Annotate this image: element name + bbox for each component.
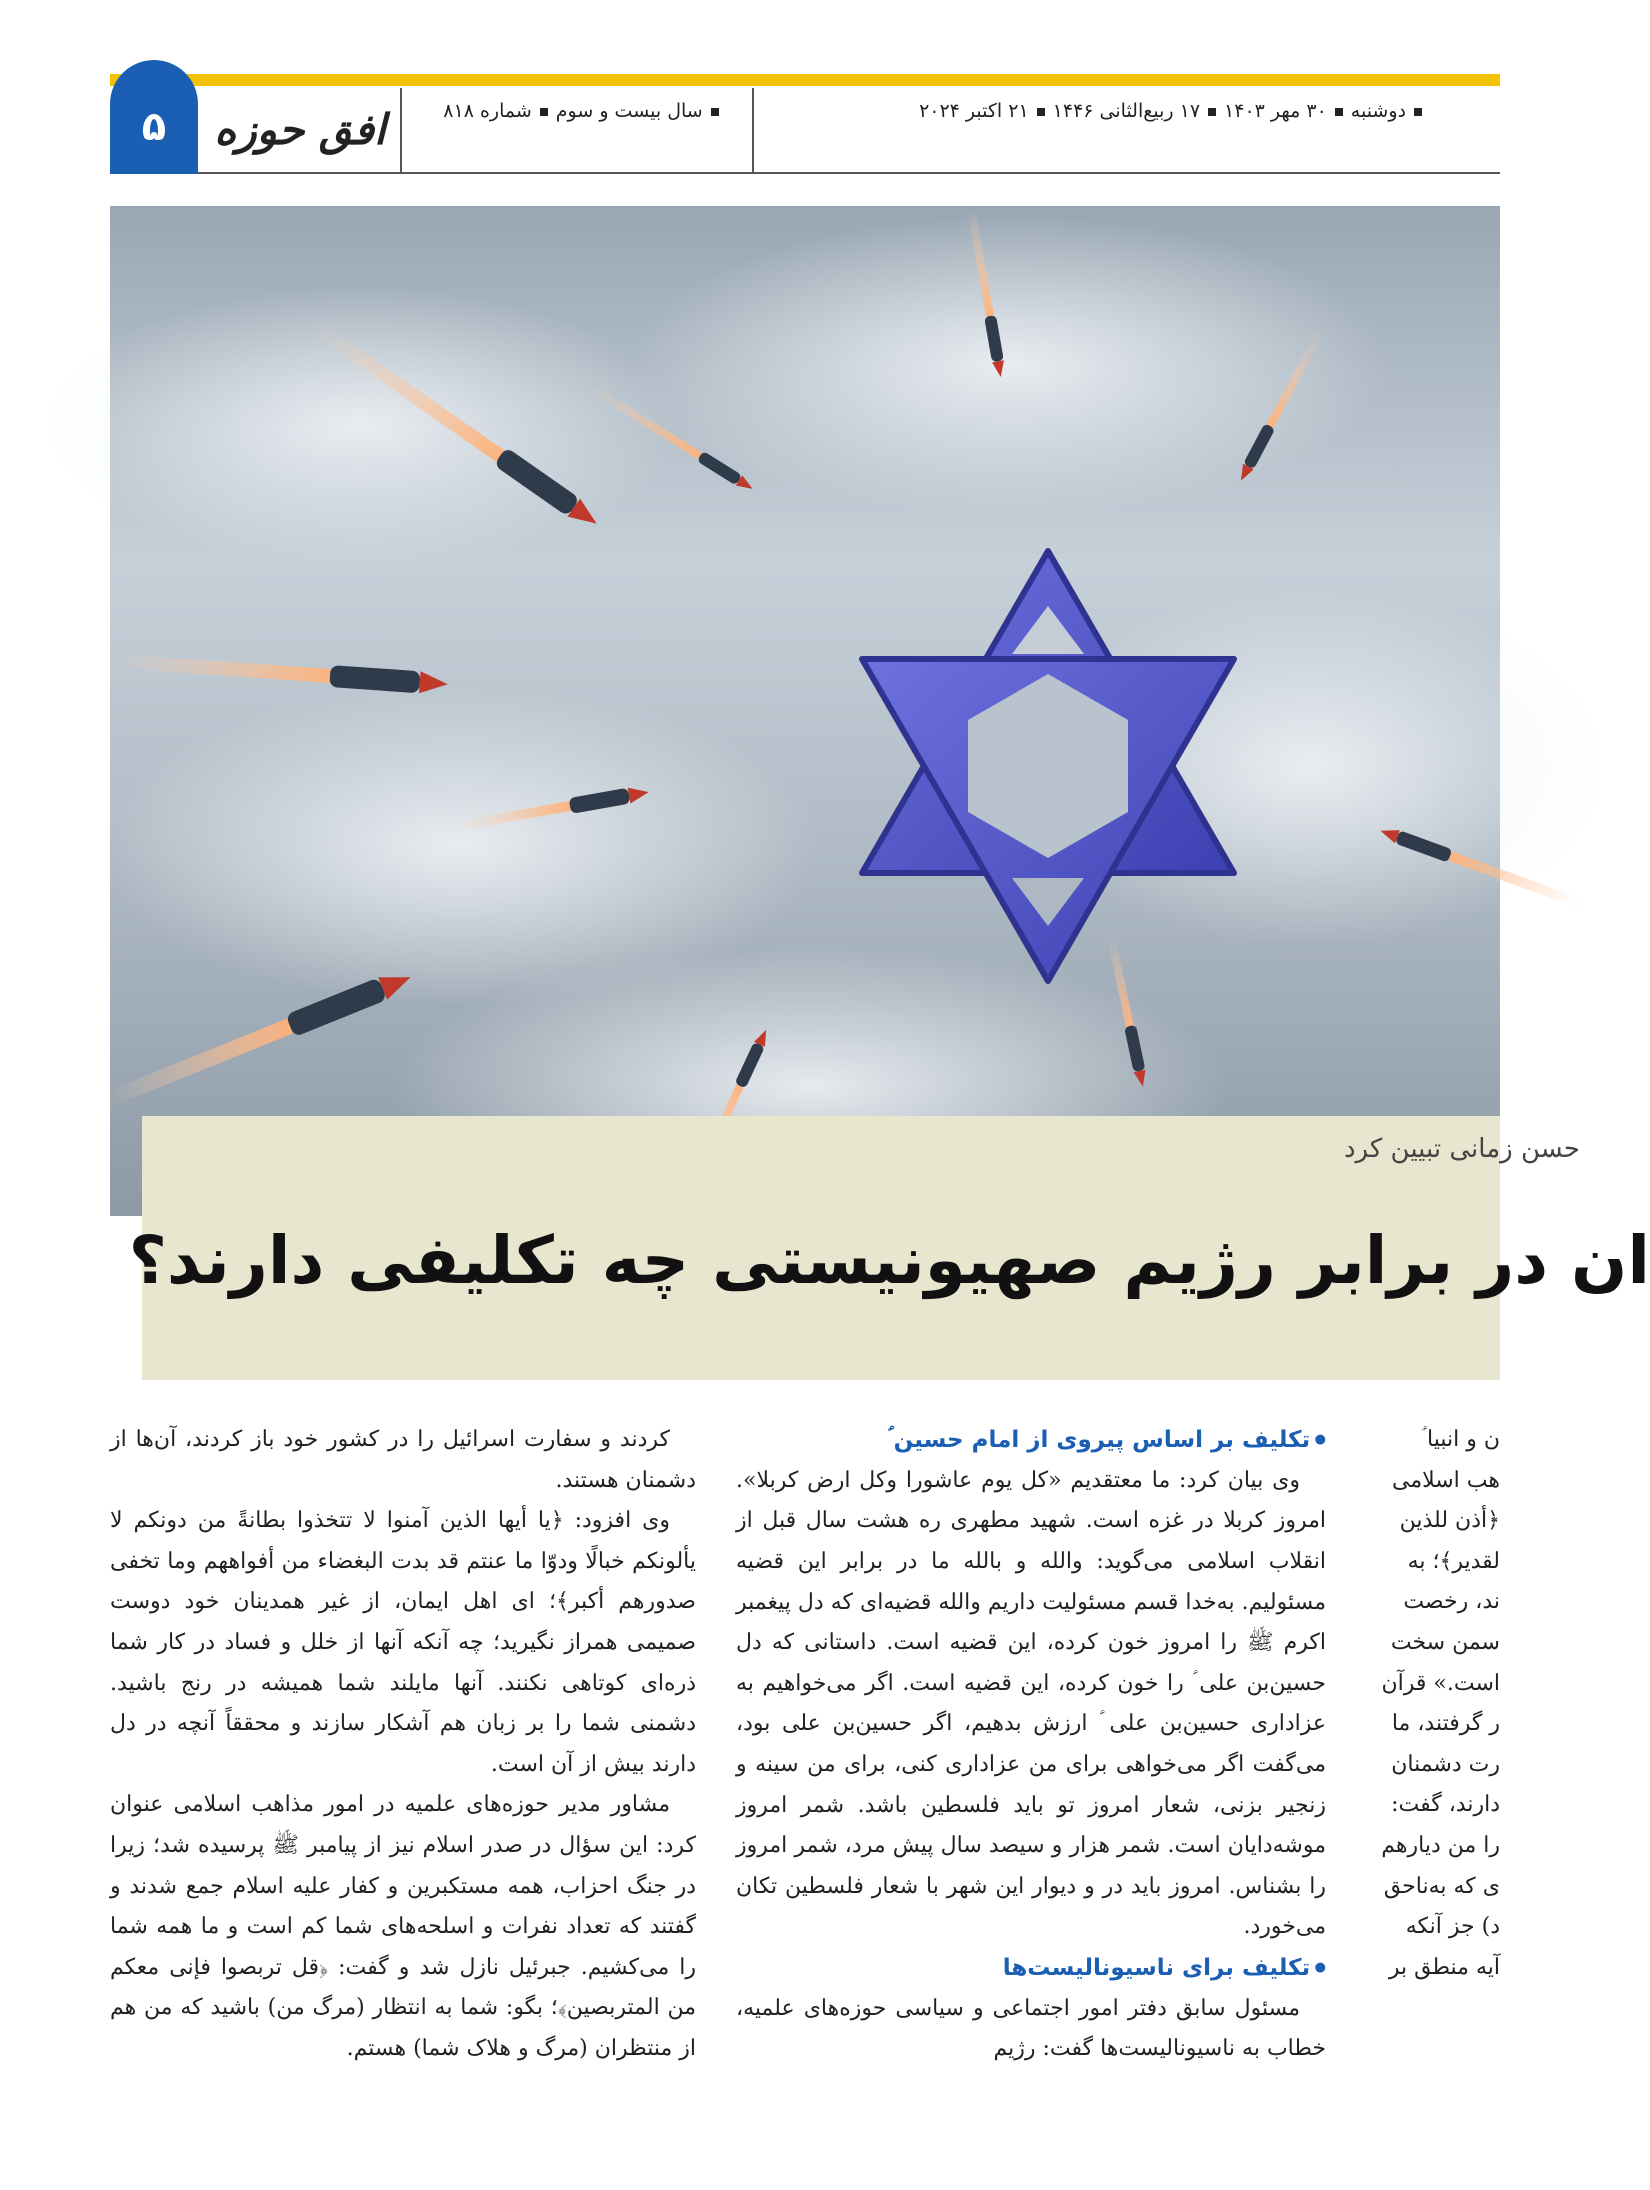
article-column-right	[1366, 1420, 1500, 2190]
column-line: هب اسلامی	[1392, 1467, 1500, 1493]
weekday: دوشنبه	[1350, 100, 1406, 122]
missile	[100, 966, 415, 1112]
cloud	[40, 286, 680, 566]
page-number-badge	[110, 60, 198, 174]
column-line: ر گرفتند، ما	[1391, 1711, 1500, 1737]
column-line: آیه منطق بر	[1388, 1954, 1500, 1980]
column-line: لقدیر﴾؛ به	[1407, 1548, 1500, 1574]
header-separator-right	[752, 88, 754, 174]
issue-number: شماره ۸۱۸	[443, 100, 532, 122]
header-divider	[110, 172, 1500, 174]
hero-illustration	[110, 206, 1500, 1216]
article-column-middle	[736, 1420, 1326, 2190]
paragraph: وی بیان کرد: ما معتقدیم «کل یوم عاشورا وکل ارض کربلا». امروز کربلا در غزه است. شهید مطهری ره هشت سال قبل از انقلاب اسلامی می‌گوید: والله و بالله ما در برابر این قضیه مسئولیم. به‌خدا قسم مسئولیت داریم والله قضیه‌ای که دل پیغمبر اکرم ﷺ را امروز خون کرده، این قضیه است. داستانی که دل حسین‌بن علی ؑ را خون کرده، این قضیه است. اگر می‌خواهیم به عزاداری حسین‌بن علی ؑ ارزش بدهیم، اگر حسین‌بن علی بود، می‌گفت اگر می‌خواهی برای من عزاداری کنی، برای من سینه و زنجیر بزنی، شعار امروز تو باید فلسطین باشد. شمر امروز موشه‌دایان است. شمر هزار و سیصد سال پیش مرد، شمر امروز را بشناس. امروز باید در و دیوار این شهر با شعار فلسطین تکان می‌خورد.	[736, 1467, 1326, 1940]
bullet-square-icon	[1208, 108, 1216, 116]
missile	[110, 650, 449, 696]
column-line: رت دشمنان	[1391, 1751, 1500, 1777]
paragraph: مشاور مدیر حوزه‌های علمیه در امور مذاهب اسلامی عنوان کرد: این سؤال در صدر اسلام نیز از پیامبر ﷺ پرسیده شد؛ زیرا در جنگ احزاب، همه مستکبرین و کفار علیه اسلام جمع شدند و گفتند که تعداد نفرات و اسلحه‌های شما کم است و ما همه شما را می‌کشیم. جبرئیل نازل شد و گفت: ﴿قل تربصوا فإنی معکم من المتربصین﴾؛ بگو: شما به انتظار (مرگ من) باشید که من هم از منتظران (مرگ و هلاک شما) هستم.	[110, 1792, 696, 2061]
cloud	[630, 216, 1390, 516]
logo-text: افق حوزه	[214, 104, 386, 154]
column-line: ند، رخصت	[1403, 1589, 1500, 1615]
column-line: دارند، گفت:	[1391, 1792, 1500, 1818]
column-line: را من دیارهم	[1381, 1832, 1500, 1858]
bullet-square-icon	[1414, 108, 1422, 116]
section-subhead: ● تکلیف برای ناسیونالیست‌ها	[736, 1948, 1326, 1989]
column-line: است.» قرآن	[1381, 1670, 1500, 1696]
article-headline: ان در برابر رژیم صهیونیستی چه تکلیفی دارند؟	[128, 1222, 1650, 1299]
hero-image	[110, 206, 1500, 1216]
newspaper-logo	[200, 88, 400, 170]
column-line: ﴿أذن للذین	[1399, 1508, 1500, 1534]
article-kicker: حسن زمانی تبیین کرد	[1343, 1134, 1580, 1164]
bullet-square-icon	[711, 108, 719, 116]
date-solar: ۳۰ مهر ۱۴۰۳	[1224, 100, 1327, 122]
header-separator-left	[400, 88, 402, 174]
issue-info	[420, 100, 750, 136]
headline-panel	[128, 1116, 1650, 1380]
bullet-square-icon	[1037, 108, 1045, 116]
date-gregorian: ۲۱ اکتبر ۲۰۲۴	[919, 100, 1029, 122]
header-accent-bar	[110, 74, 1500, 86]
bullet-square-icon	[540, 108, 548, 116]
column-line: ی که به‌ناحق	[1383, 1873, 1500, 1899]
column-line: ن و انبیا ؑ	[1421, 1427, 1500, 1452]
date-info	[770, 100, 1430, 136]
paragraph: کردند و سفارت اسرائیل را در کشور خود باز کردند، آن‌ها از دشمنان هستند.	[110, 1427, 696, 1493]
column-line: د) جز آنکه	[1405, 1914, 1500, 1940]
date-lunar: ۱۷ ربیع‌الثانی ۱۴۴۶	[1052, 100, 1201, 122]
article-column-left	[110, 1420, 696, 2190]
section-subhead: ● تکلیف بر اساس پیروی از امام حسین ؑ	[736, 1420, 1326, 1461]
page-number: ۵	[141, 104, 167, 150]
bullet-square-icon	[1335, 108, 1343, 116]
paragraph: وی افزود: ﴿یا أیها الذین آمنوا لا تتخذوا بطانةً من دونکم لا یألونکم خبالًا ودوّا ما عنتم قد بدت البغضاء من أفواههم وما تخفی صدورهم أکبر﴾؛ ای اهل ایمان، از غیر همدینان خود دوست صمیمی همراز نگیرید؛ چه آنکه آنها از خلل و فساد در کار شما ذره‌ای کوتاهی نکنند. آنها مایلند شما همیشه در رنج باشید. دشمنی شما را بر زبان هم آشکار سازند و محققاً آنچه در دل دارند بیش از آن است.	[110, 1508, 696, 1777]
volume-text: سال بیست و سوم	[555, 100, 703, 122]
column-line: سمن سخت	[1390, 1629, 1500, 1655]
paragraph: مسئول سابق دفتر امور اجتماعی و سیاسی حوزه‌های علمیه، خطاب به ناسیونالیست‌ها گفت: رژیم	[736, 1995, 1326, 2062]
